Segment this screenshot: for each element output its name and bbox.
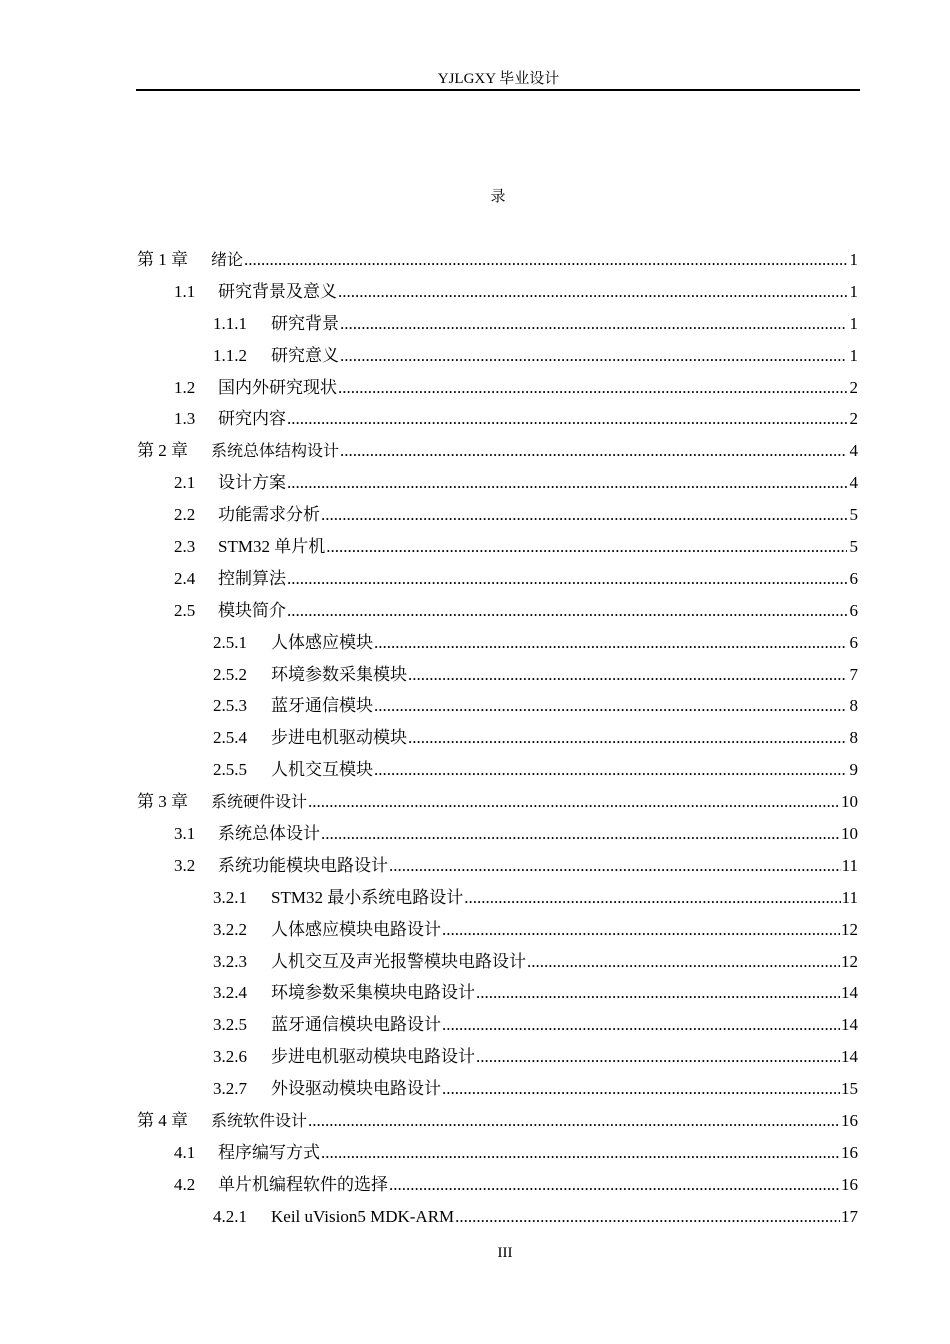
dot-leader [389,850,841,882]
toc-entry[interactable] [137,914,858,946]
running-header: YJLGXY 毕业设计 [437,71,560,87]
toc-entry-page: 9 [849,760,858,780]
toc-entry[interactable] [137,690,858,722]
dot-leader [244,244,847,276]
toc-entry-title: Keil uVision5 MDK-ARM [271,1206,455,1226]
toc-title: 录 [490,189,506,205]
toc-entry-title: 人体感应模块电路设计 [271,919,441,939]
toc-entry[interactable] [137,1073,858,1105]
toc-entry-number: 第 3 章 [137,792,188,812]
dot-leader [374,690,847,722]
dot-leader [408,659,847,691]
toc-entry-page: 7 [849,664,858,684]
dot-leader [408,722,847,754]
dot-leader [308,1105,840,1137]
toc-entry-title: 研究背景及意义 [218,281,337,301]
table-of-contents [137,244,858,1233]
toc-entry-number: 4.1 [174,1142,196,1162]
toc-entry[interactable] [137,499,858,531]
toc-entry-title: 步进电机驱动模块 [271,728,407,748]
toc-entry-page: 14 [841,983,858,1003]
toc-entry[interactable] [137,1009,858,1041]
toc-entry-page: 2 [849,377,858,397]
toc-entry-number: 3.2.2 [213,919,247,939]
dot-leader [338,372,847,404]
toc-entry-number: 3.2.5 [213,1015,247,1035]
dot-leader [374,627,847,659]
dot-leader [287,595,847,627]
dot-leader [476,1041,840,1073]
toc-entry-page: 16 [841,1142,858,1162]
toc-entry[interactable] [137,1137,858,1169]
toc-entry-number: 2.5.5 [213,760,247,780]
dot-leader [321,499,847,531]
toc-entry-number: 第 4 章 [137,1111,188,1131]
toc-entry-page: 12 [841,919,858,939]
toc-entry-title: 系统软件设计 [211,1111,308,1131]
toc-entry-number: 3.2.3 [213,951,247,971]
toc-entry-number: 1.1.2 [213,345,247,365]
dot-leader [527,946,840,978]
toc-entry-title: 环境参数采集模块电路设计 [271,983,475,1003]
toc-entry[interactable] [137,1201,858,1233]
toc-entry-number: 第 2 章 [137,441,188,461]
toc-entry[interactable] [137,882,858,914]
toc-entry-page: 6 [849,632,858,652]
toc-entry-title: 步进电机驱动模块电路设计 [271,1047,475,1067]
dot-leader [464,882,840,914]
dot-leader [476,977,840,1009]
toc-entry[interactable] [137,467,858,499]
toc-entry-page: 1 [849,345,858,365]
toc-entry-title: 人机交互及声光报警模块电路设计 [271,951,526,971]
toc-entry[interactable] [137,722,858,754]
toc-entry-page: 12 [841,951,858,971]
toc-entry-title: 研究意义 [271,345,339,365]
toc-entry-title: 蓝牙通信模块 [271,696,373,716]
dot-leader [442,914,840,946]
toc-entry[interactable] [137,531,858,563]
dot-leader [321,818,840,850]
toc-entry-number: 3.2.4 [213,983,247,1003]
toc-entry-page: 5 [849,537,858,557]
toc-entry-title: 系统总体设计 [218,824,320,844]
toc-entry-title: 系统硬件设计 [211,792,308,812]
toc-entry-page: 8 [849,696,858,716]
toc-entry-number: 3.1 [174,824,196,844]
dot-leader [340,340,847,372]
dot-leader [340,308,847,340]
toc-entry-number: 2.5.1 [213,632,247,652]
toc-entry-number: 2.5 [174,600,196,620]
toc-entry-number: 2.2 [174,505,196,525]
toc-entry-page: 6 [849,568,858,588]
toc-entry-page: 10 [841,824,858,844]
toc-entry[interactable] [137,372,858,404]
toc-entry-page: 8 [849,728,858,748]
toc-entry-page: 17 [841,1206,858,1226]
dot-leader [455,1201,840,1233]
toc-entry[interactable] [137,754,858,786]
dot-leader [287,467,847,499]
toc-entry[interactable] [137,1169,858,1201]
toc-entry-title: 人机交互模块 [271,760,373,780]
toc-entry-title: 外设驱动模块电路设计 [271,1079,441,1099]
toc-entry-title: 人体感应模块 [271,632,373,652]
toc-entry-page: 14 [841,1015,858,1035]
toc-entry[interactable] [137,977,858,1009]
toc-entry-number: 3.2.6 [213,1047,247,1067]
dot-leader [442,1009,840,1041]
toc-entry-page: 4 [849,473,858,493]
toc-entry-number: 2.3 [174,537,196,557]
toc-entry-title: 模块简介 [218,600,286,620]
toc-entry-title: STM32 最小系统电路设计 [271,887,464,907]
toc-entry-page: 2 [849,409,858,429]
toc-entry[interactable] [137,340,858,372]
toc-entry-page: 1 [849,281,858,301]
toc-entry[interactable] [137,786,858,818]
dot-leader [389,1169,840,1201]
toc-entry-title: 研究背景 [271,313,339,333]
toc-entry-title: 系统总体结构设计 [211,441,340,461]
toc-entry-page: 4 [849,441,858,461]
toc-entry-title: 绪论 [211,250,244,269]
toc-entry-number: 2.1 [174,473,196,493]
toc-entry-page: 16 [841,1174,858,1194]
toc-entry-page: 16 [841,1111,858,1131]
dot-leader [374,754,847,786]
dot-leader [326,531,847,563]
toc-entry-number: 2.5.4 [213,728,247,748]
dot-leader [308,786,840,818]
toc-entry-title: STM32 单片机 [218,537,326,557]
toc-entry-number: 1.2 [174,377,196,397]
toc-entry[interactable] [137,659,858,691]
toc-entry-title: 系统功能模块电路设计 [218,855,388,875]
toc-entry-number: 2.4 [174,568,196,588]
toc-entry[interactable] [137,946,858,978]
toc-entry[interactable] [137,435,858,467]
toc-entry[interactable] [137,308,858,340]
toc-entry-page: 11 [841,855,858,875]
toc-entry-number: 2.5.2 [213,664,247,684]
toc-entry-page: 10 [841,792,858,812]
dot-leader [442,1073,840,1105]
toc-entry-number: 2.5.3 [213,696,247,716]
header-rule [136,89,860,91]
toc-entry[interactable] [137,627,858,659]
toc-entry-page: 15 [841,1079,858,1099]
toc-entry[interactable] [137,850,858,882]
toc-entry[interactable] [137,244,858,276]
dot-leader [338,276,847,308]
dot-leader [321,1137,840,1169]
toc-entry-title: 功能需求分析 [218,505,320,525]
page-number: III [497,1245,513,1261]
toc-entry-number: 第 1 章 [137,250,188,269]
dot-leader [287,403,847,435]
toc-entry[interactable] [137,818,858,850]
toc-entry-page: 11 [841,887,858,907]
toc-entry[interactable] [137,1041,858,1073]
toc-entry-page: 1 [849,313,858,333]
toc-entry-title: 研究内容 [218,409,286,429]
toc-entry-number: 3.2.7 [213,1079,247,1099]
toc-entry-page: 6 [849,600,858,620]
dot-leader [287,563,847,595]
toc-entry-title: 程序编写方式 [218,1142,320,1162]
toc-entry-title: 单片机编程软件的选择 [218,1174,388,1194]
toc-entry[interactable] [137,1105,858,1137]
toc-entry-number: 4.2 [174,1174,196,1194]
toc-entry-page: 5 [849,505,858,525]
toc-entry-title: 设计方案 [218,473,286,493]
toc-entry-page: 1 [849,250,858,269]
toc-entry-number: 1.1 [174,281,196,301]
toc-entry[interactable] [137,403,858,435]
toc-entry-number: 3.2 [174,855,196,875]
toc-entry-page: 14 [841,1047,858,1067]
toc-entry-number: 1.1.1 [213,313,247,333]
toc-entry-number: 1.3 [174,409,196,429]
toc-entry-number: 4.2.1 [213,1206,247,1226]
toc-entry[interactable] [137,276,858,308]
toc-entry-title: 蓝牙通信模块电路设计 [271,1015,441,1035]
dot-leader [340,435,847,467]
toc-entry[interactable] [137,595,858,627]
toc-entry-title: 控制算法 [218,568,286,588]
toc-entry-title: 环境参数采集模块 [271,664,407,684]
toc-entry-title: 国内外研究现状 [218,377,337,397]
toc-entry-number: 3.2.1 [213,887,247,907]
toc-entry[interactable] [137,563,858,595]
